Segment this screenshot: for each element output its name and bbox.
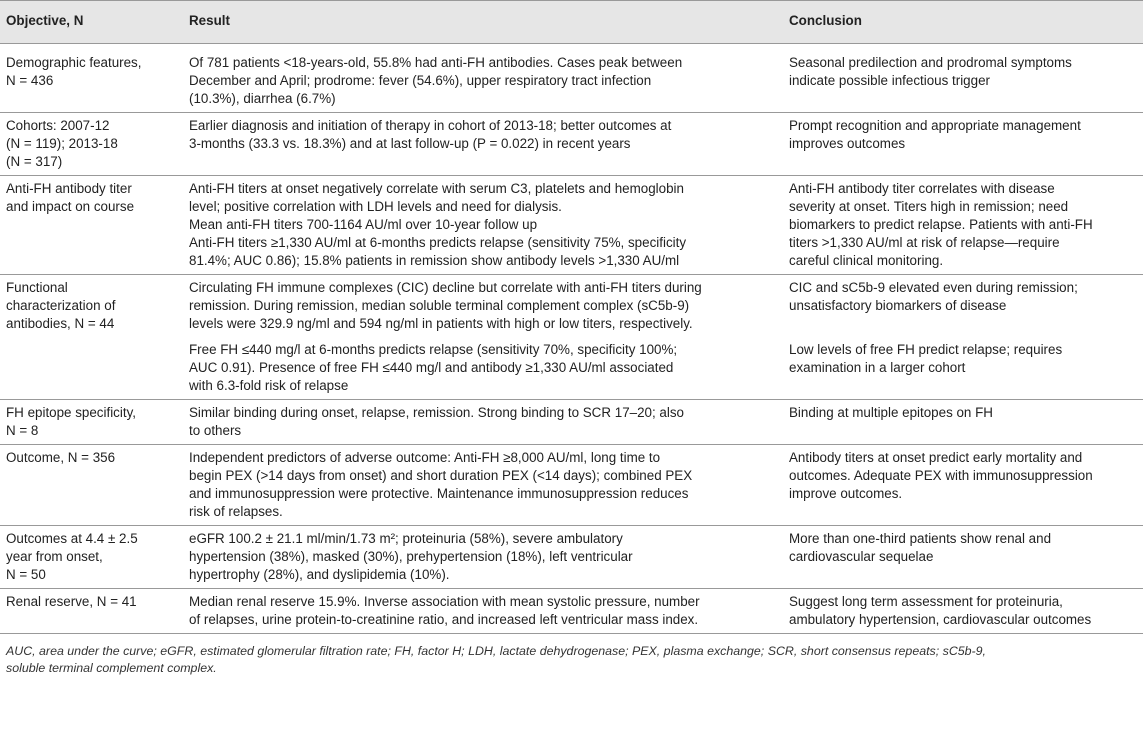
- conclusion-text-line: Prompt recognition and appropriate management: [789, 118, 1081, 133]
- table-row: [0, 113, 1143, 176]
- conclusion-text-line: indicate possible infectious trigger: [789, 73, 990, 88]
- objective-text-line: Cohorts: 2007-12: [6, 118, 110, 133]
- cell-result: [183, 275, 783, 338]
- conclusion-text-line: Low levels of free FH predict relapse; requires: [789, 342, 1063, 357]
- header-conclusion: Conclusion: [783, 1, 1143, 44]
- cell-result: [183, 400, 783, 445]
- cell-objective: [0, 400, 183, 445]
- cell-conclusion: [783, 589, 1143, 634]
- cell-conclusion: [783, 445, 1143, 526]
- result-text-line: 3-months (33.3 vs. 18.3%) and at last follow-up (P = 0.022) in recent years: [189, 136, 631, 151]
- result-text-line: Independent predictors of adverse outcome: Anti-FH ≥8,000 AU/ml, long time to: [189, 450, 661, 465]
- header-objective: Objective, N: [0, 1, 183, 44]
- table-row: [0, 526, 1143, 589]
- conclusion-text-line: CIC and sC5b-9 elevated even during remission;: [789, 280, 1078, 295]
- objective-text-line: (N = 317): [6, 154, 63, 169]
- result-text-line: eGFR 100.2 ± 21.1 ml/min/1.73 m²; proteinuria (58%), severe ambulatory: [189, 531, 623, 546]
- conclusion-text-line: ambulatory hypertension, cardiovascular outcomes: [789, 612, 1092, 627]
- conclusion-text-line: Antibody titers at onset predict early mortality and: [789, 450, 1083, 465]
- objective-text-line: year from onset,: [6, 549, 103, 564]
- conclusion-text-line: examination in a larger cohort: [789, 360, 966, 375]
- result-text-line: Anti-FH titers ≥1,330 AU/ml at 6-months predicts relapse (sensitivity 75%, specificity: [189, 235, 687, 250]
- result-text-line: of relapses, urine protein-to-creatinine ratio, and increased left ventricular mass index.: [189, 612, 699, 627]
- cell-conclusion: [783, 400, 1143, 445]
- cell-objective: [0, 337, 183, 400]
- cell-objective: [0, 445, 183, 526]
- objective-text-line: characterization of: [6, 298, 116, 313]
- result-text-line: (10.3%), diarrhea (6.7%): [189, 91, 336, 106]
- result-text-line: Of 781 patients <18-years-old, 55.8% had anti-FH antibodies. Cases peak between: [189, 55, 683, 70]
- result-text-line: levels were 329.9 ng/ml and 594 ng/ml in patients with high or low titers, respectively.: [189, 316, 693, 331]
- cell-conclusion: [783, 176, 1143, 275]
- result-text-line: with 6.3-fold risk of relapse: [189, 378, 349, 393]
- cell-objective: [0, 275, 183, 338]
- cell-result: [183, 44, 783, 113]
- table-row: [0, 176, 1143, 275]
- result-text-line: Anti-FH titers at onset negatively correlate with serum C3, platelets and hemoglobin: [189, 181, 684, 196]
- result-text-line: Earlier diagnosis and initiation of therapy in cohort of 2013-18; better outcomes at: [189, 118, 672, 133]
- objective-text-line: Renal reserve, N = 41: [6, 594, 137, 609]
- objective-text-line: antibodies, N = 44: [6, 316, 115, 331]
- table-row: [0, 337, 1143, 400]
- result-text-line: risk of relapses.: [189, 504, 283, 519]
- conclusion-text-line: improves outcomes: [789, 136, 906, 151]
- objective-text-line: N = 50: [6, 567, 46, 582]
- conclusion-text-line: Anti-FH antibody titer correlates with disease: [789, 181, 1055, 196]
- conclusion-text-line: unsatisfactory biomarkers of disease: [789, 298, 1007, 313]
- cell-conclusion: [783, 113, 1143, 176]
- table-body: [0, 44, 1143, 634]
- result-text-line: hypertrophy (28%), and dyslipidemia (10%).: [189, 567, 450, 582]
- result-text-line: level; positive correlation with LDH levels and need for dialysis.: [189, 199, 562, 214]
- result-text-line: begin PEX (>14 days from onset) and short duration PEX (<14 days); combined PEX: [189, 468, 693, 483]
- result-text-line: and immunosuppression were protective. Maintenance immunosuppression reduces: [189, 486, 689, 501]
- result-text-line: hypertension (38%), masked (30%), prehypertension (18%), left ventricular: [189, 549, 633, 564]
- result-text-line: Median renal reserve 15.9%. Inverse association with mean systolic pressure, number: [189, 594, 700, 609]
- conclusion-text-line: improve outcomes.: [789, 486, 903, 501]
- objective-text-line: N = 436: [6, 73, 54, 88]
- result-text-line: Similar binding during onset, relapse, remission. Strong binding to SCR 17–20; also: [189, 405, 684, 420]
- objective-text-line: N = 8: [6, 423, 39, 438]
- objective-text-line: Functional: [6, 280, 68, 295]
- cell-objective: [0, 44, 183, 113]
- objective-text-line: Demographic features,: [6, 55, 142, 70]
- cell-objective: [0, 526, 183, 589]
- conclusion-text-line: titers >1,330 AU/ml at risk of relapse—require: [789, 235, 1060, 250]
- objective-text-line: Outcome, N = 356: [6, 450, 116, 465]
- result-text-line: to others: [189, 423, 242, 438]
- cell-result: [183, 589, 783, 634]
- cell-conclusion: [783, 275, 1143, 338]
- conclusion-text-line: biomarkers to predict relapse. Patients with anti-FH: [789, 217, 1093, 232]
- conclusion-text-line: outcomes. Adequate PEX with immunosuppression: [789, 468, 1093, 483]
- cell-result: [183, 176, 783, 275]
- objective-text-line: Anti-FH antibody titer: [6, 181, 132, 196]
- result-text-line: Mean anti-FH titers 700-1164 AU/ml over 10-year follow up: [189, 217, 538, 232]
- conclusion-text-line: careful clinical monitoring.: [789, 253, 944, 268]
- conclusion-text-line: More than one-third patients show renal and: [789, 531, 1052, 546]
- cell-result: [183, 445, 783, 526]
- cell-conclusion: [783, 44, 1143, 113]
- cell-objective: [0, 176, 183, 275]
- result-text-line: December and April; prodrome: fever (54.6%), upper respiratory tract infection: [189, 73, 652, 88]
- table-row: [0, 445, 1143, 526]
- result-text-line: AUC 0.91). Presence of free FH ≤440 mg/l and antibody ≥1,330 AU/ml associated: [189, 360, 674, 375]
- objective-text-line: Outcomes at 4.4 ± 2.5: [6, 531, 138, 546]
- table-row: [0, 589, 1143, 634]
- result-text-line: Free FH ≤440 mg/l at 6-months predicts relapse (sensitivity 70%, specificity 100%;: [189, 342, 678, 357]
- table-row: [0, 400, 1143, 445]
- footnote-line: AUC, area under the curve; eGFR, estimated glomerular filtration rate; FH, factor H; LDH, lactate dehydrogenase; PEX, plasma exchange; SCR, short consensus repeats; sC5b-9,: [6, 644, 987, 658]
- conclusion-text-line: severity at onset. Titers high in remission; need: [789, 199, 1069, 214]
- objective-text-line: (N = 119); 2013-18: [6, 136, 118, 151]
- objective-text-line: FH epitope specificity,: [6, 405, 136, 420]
- cell-objective: [0, 113, 183, 176]
- conclusion-text-line: Binding at multiple epitopes on FH: [789, 405, 993, 420]
- cell-conclusion: [783, 337, 1143, 400]
- objective-text-line: and impact on course: [6, 199, 135, 214]
- result-text-line: Circulating FH immune complexes (CIC) decline but correlate with anti-FH titers during: [189, 280, 702, 295]
- footnote-line: soluble terminal complement complex.: [6, 661, 217, 675]
- cell-result: [183, 337, 783, 400]
- conclusion-text-line: Suggest long term assessment for proteinuria,: [789, 594, 1063, 609]
- result-text-line: 81.4%; AUC 0.86); 15.8% patients in remission show antibody levels >1,330 AU/ml: [189, 253, 680, 268]
- cell-result: [183, 526, 783, 589]
- conclusion-text-line: cardiovascular sequelae: [789, 549, 934, 564]
- table-row: [0, 44, 1143, 113]
- table-row: [0, 275, 1143, 338]
- header-row: [0, 1, 1143, 44]
- cell-objective: [0, 589, 183, 634]
- cell-conclusion: [783, 526, 1143, 589]
- header-result: Result: [183, 1, 783, 44]
- cell-result: [183, 113, 783, 176]
- table-footnote: [0, 634, 1143, 677]
- conclusion-text-line: Seasonal predilection and prodromal symptoms: [789, 55, 1072, 70]
- result-text-line: remission. During remission, median soluble terminal complement complex (sC5b-9): [189, 298, 690, 313]
